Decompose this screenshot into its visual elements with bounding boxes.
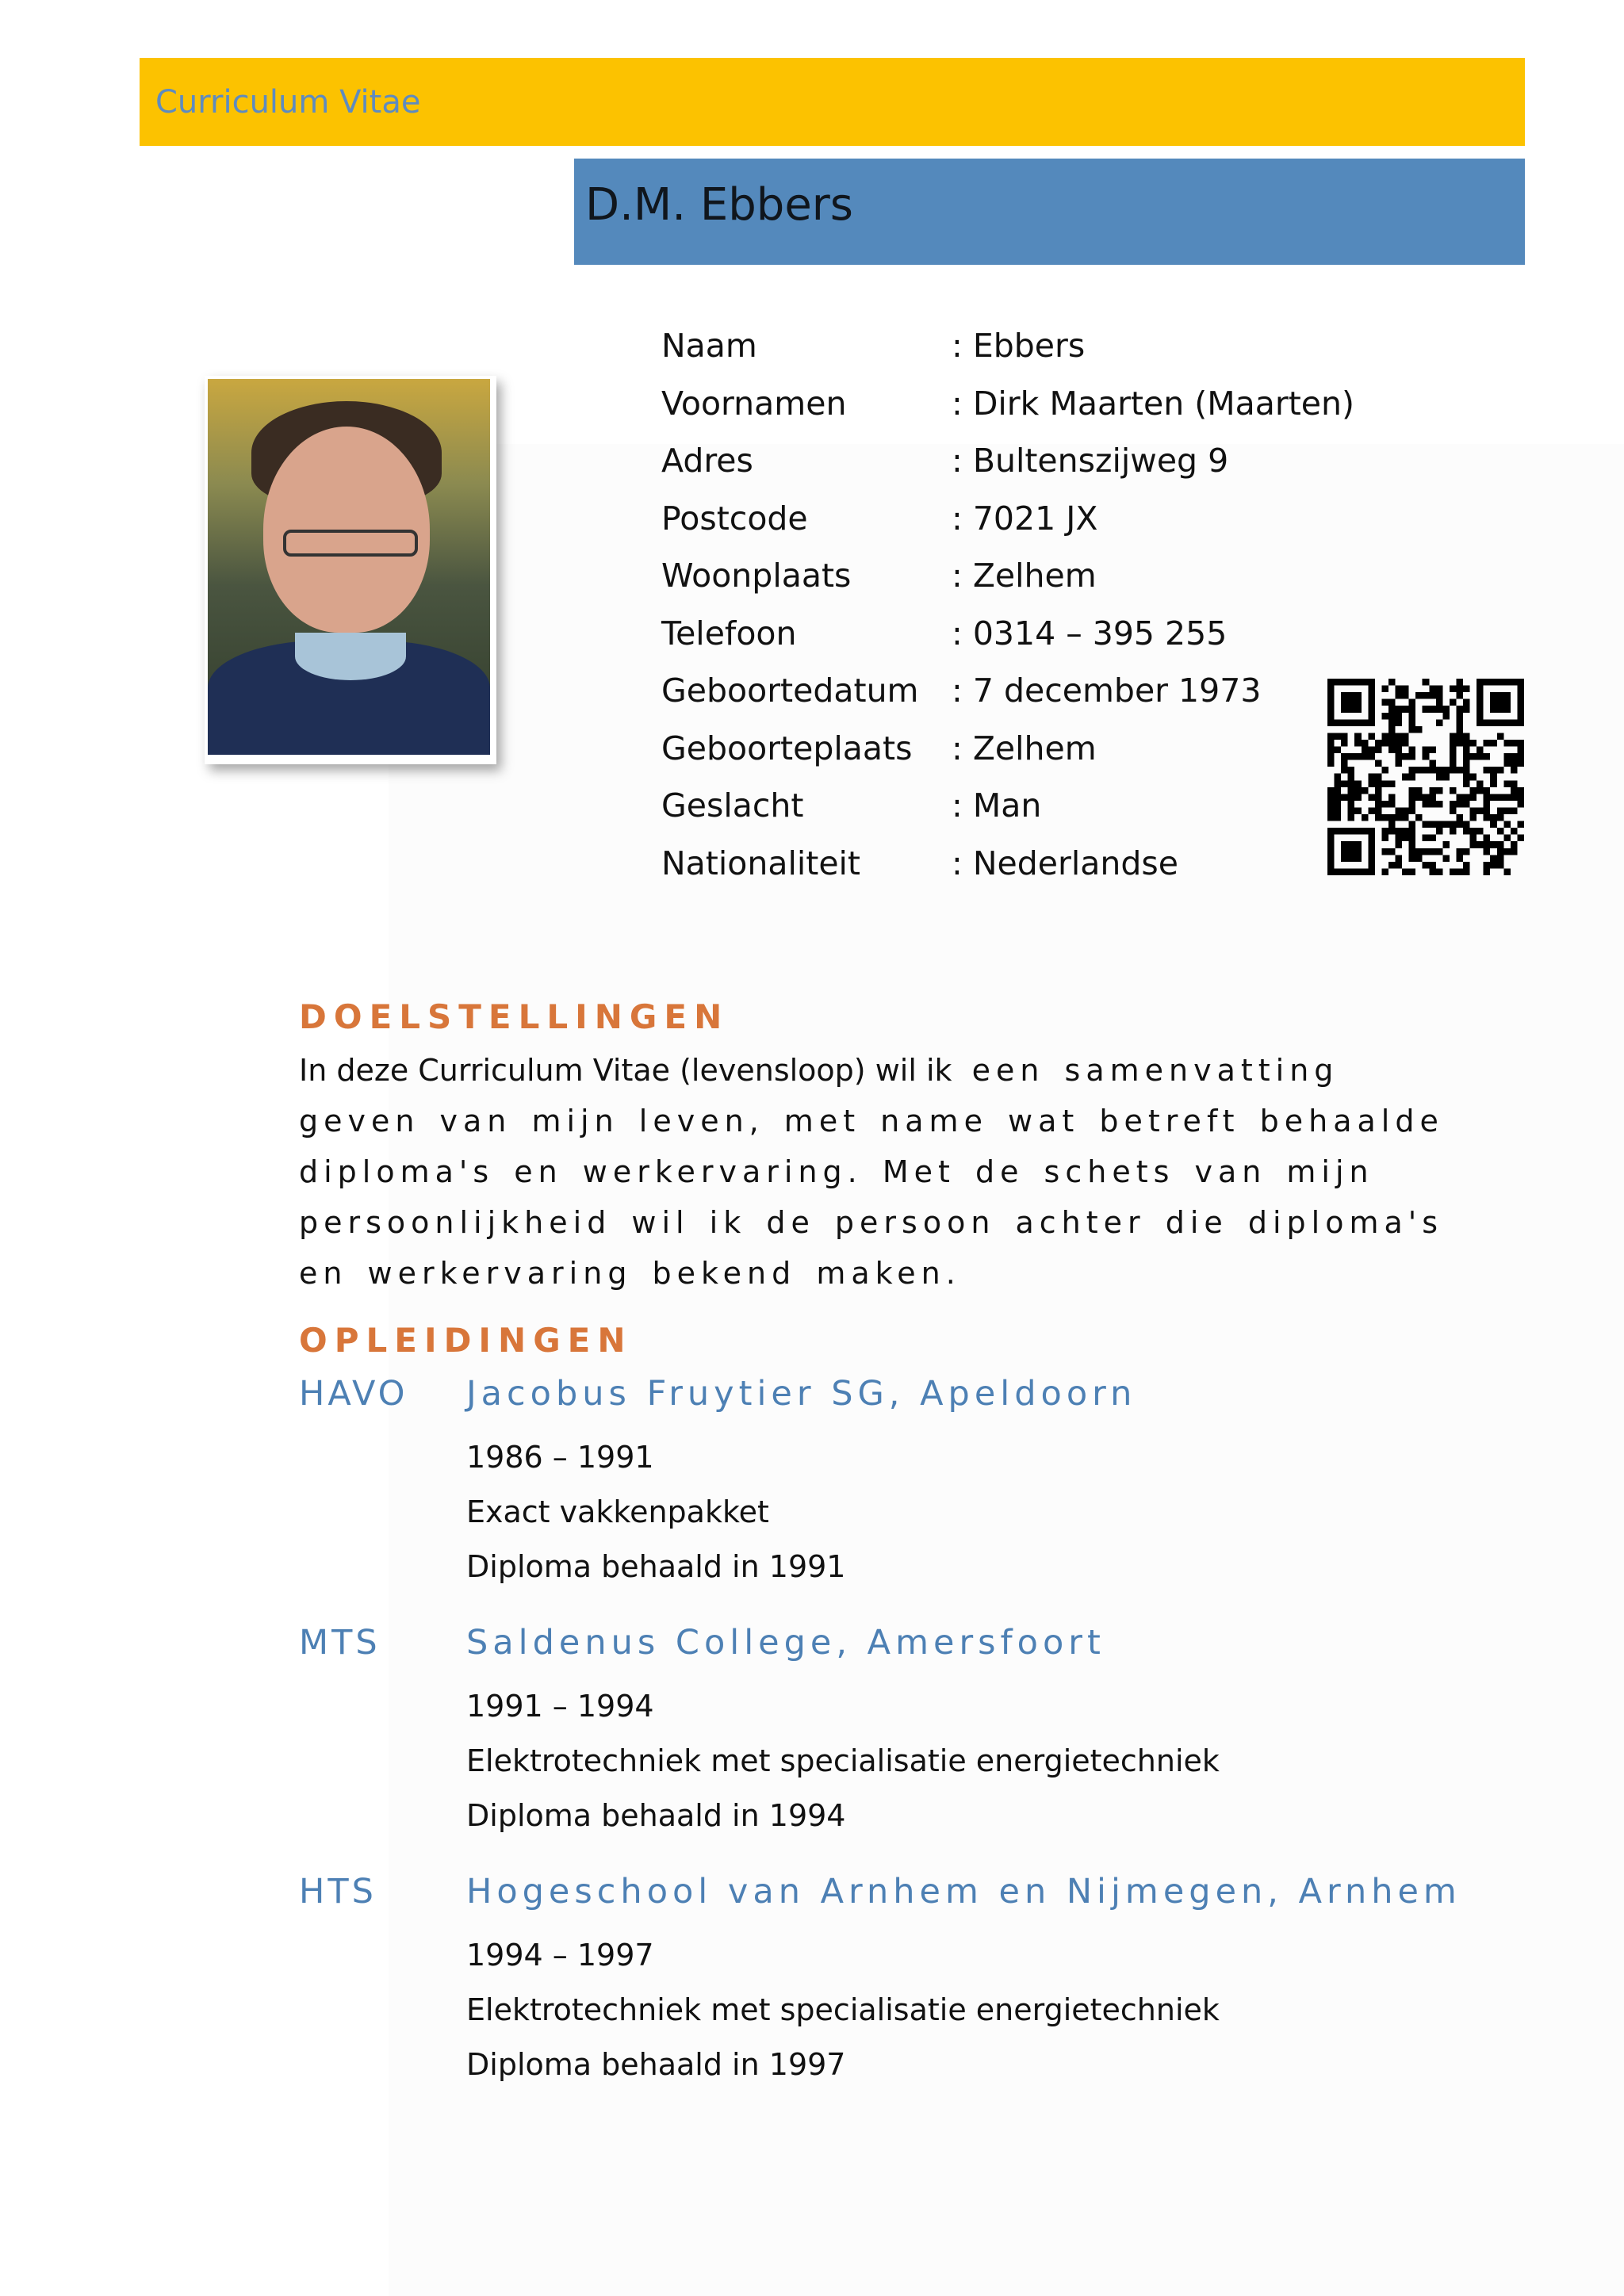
profile-photo [205, 376, 496, 764]
photo-image [208, 379, 490, 755]
education-subject: Exact vakkenpakket [466, 1494, 769, 1529]
info-label: Woonplaats [661, 557, 852, 595]
info-label: Geslacht [661, 786, 804, 825]
education-period: 1986 – 1991 [466, 1440, 654, 1475]
header-bar [140, 58, 1525, 146]
education-school: Hogeschool van Arnhem en Nijmegen, Arnhem [466, 1872, 1461, 1911]
section-title-objectives: DOELSTELLINGEN [299, 997, 730, 1036]
info-label: Postcode [661, 499, 808, 538]
info-value: : Bultenszijweg 9 [952, 442, 1229, 480]
education-level: MTS [299, 1623, 381, 1663]
info-value: : 7021 JX [952, 499, 1098, 538]
info-label: Nationaliteit [661, 844, 861, 882]
info-label: Geboortedatum [661, 672, 919, 710]
info-value: : Zelhem [952, 557, 1097, 595]
photo-glasses [283, 530, 418, 557]
education-diploma: Diploma behaald in 1994 [466, 1798, 846, 1833]
photo-collar [295, 633, 406, 680]
objectives-text-rest: een samenvatting geven van mijn leven, met name wat betreft behaalde diploma's en werkervaring. Met de schets van mijn persoonlijkheid wil ik de persoon achter die diploma's en werkervaring bekend maken. [299, 1053, 1444, 1291]
info-label: Voornamen [661, 384, 847, 423]
education-subject: Elektrotechniek met specialisatie energietechniek [466, 1743, 1220, 1778]
info-label: Naam [661, 327, 757, 365]
education-school: Jacobus Fruytier SG, Apeldoorn [466, 1374, 1137, 1414]
info-value: : Zelhem [952, 729, 1097, 767]
info-value: : Nederlandse [952, 844, 1178, 882]
objectives-text [299, 1045, 1465, 1299]
info-value: : Man [952, 786, 1042, 825]
person-name: D.M. Ebbers [585, 179, 853, 231]
info-label: Geboorteplaats [661, 729, 913, 767]
section-title-education: OPLEIDINGEN [299, 1321, 633, 1360]
education-level: HAVO [299, 1374, 408, 1414]
info-value: : 0314 – 395 255 [952, 614, 1228, 652]
education-period: 1994 – 1997 [466, 1938, 654, 1973]
info-value: : Ebbers [952, 327, 1086, 365]
qr-code-icon [1327, 679, 1524, 875]
education-subject: Elektrotechniek met specialisatie energietechniek [466, 1992, 1220, 2027]
info-value: : Dirk Maarten (Maarten) [952, 384, 1354, 423]
objectives-text-start: In deze Curriculum Vitae (levensloop) wil ik [299, 1053, 952, 1088]
education-level: HTS [299, 1872, 377, 1911]
education-diploma: Diploma behaald in 1997 [466, 2047, 846, 2082]
info-label: Adres [661, 442, 753, 480]
info-label: Telefoon [661, 614, 797, 652]
education-period: 1991 – 1994 [466, 1689, 654, 1724]
education-school: Saldenus College, Amersfoort [466, 1623, 1105, 1663]
header-title: Curriculum Vitae [155, 84, 421, 121]
education-diploma: Diploma behaald in 1991 [466, 1549, 846, 1584]
info-value: : 7 december 1973 [952, 672, 1262, 710]
name-bar [574, 159, 1525, 265]
